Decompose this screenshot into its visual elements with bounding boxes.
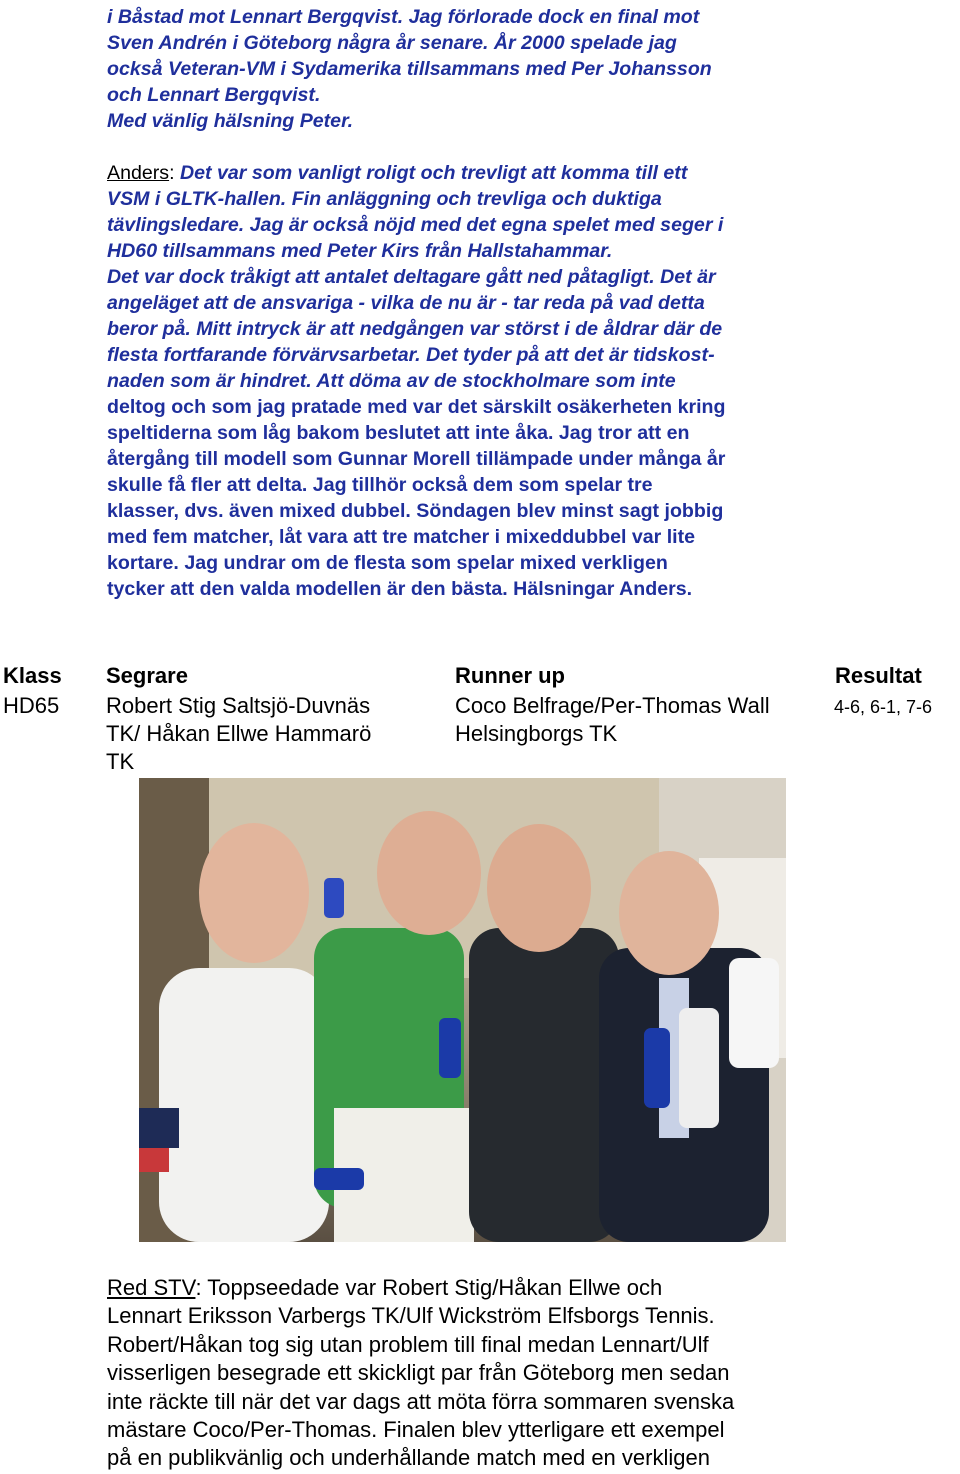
letter-line: i Båstad mot Lennart Bergqvist. Jag förlorade dock en final mot	[107, 6, 700, 28]
letter-line: flesta fortfarande förvärvsarbetar. Det tyder på att det är tidskost-	[107, 344, 715, 366]
letter-line: tycker att den valda modellen är den bästa. Hälsningar Anders.	[107, 578, 693, 600]
letter-line: Det var dock tråkigt att antalet deltagare gått ned påtagligt. Det är	[107, 266, 716, 288]
letter-line: beror på. Mitt intryck är att nedgången var störst i de åldrar där de	[107, 318, 723, 340]
letter-line: återgång till modell som Gunnar Morell tillämpade under många år	[107, 448, 726, 470]
letter-line: angeläget att de ansvariga - vilka de nu är - tar reda på vad detta	[107, 292, 705, 314]
cell-line: Coco Belfrage/Per-Thomas Wall	[455, 693, 770, 718]
letter-line: Sven Andrén i Göteborg några år senare. År 2000 spelade jag	[107, 32, 677, 54]
letter-line: VSM i GLTK-hallen. Fin anläggning och trevliga och duktiga	[107, 188, 662, 210]
letter-line: speltiderna som låg bakom beslutet att inte åka. Jag tror att en	[107, 422, 690, 444]
cell-line: TK/ Håkan Ellwe Hammarö	[106, 721, 372, 746]
letter-line: med fem matcher, låt vara att tre matcher i mixeddubbel var lite	[107, 526, 696, 548]
letter-anders	[107, 160, 837, 602]
header-klass: Klass	[3, 663, 62, 688]
letter-line: skulle få fler att delta. Jag tillhör också dem som spelar tre	[107, 474, 653, 496]
cell-line: Helsingborgs TK	[455, 721, 618, 746]
report-line: inte räckte till när det var dags att möta förra sommaren svenska	[107, 1388, 735, 1414]
match-report	[107, 1274, 847, 1473]
letter-line: Med vänlig hälsning Peter.	[107, 110, 354, 132]
letter-line: klasser, dvs. även mixed dubbel. Söndagen blev minst sagt jobbig	[107, 500, 724, 522]
header-runner-up: Runner up	[455, 663, 565, 688]
report-author: Red STV	[107, 1275, 196, 1300]
report-line: Lennart Eriksson Varbergs TK/Ulf Wickström Elfsborgs Tennis.	[107, 1303, 715, 1329]
author-name: Anders	[107, 162, 170, 184]
letter-line: kortare. Jag undrar om de flesta som spelar mixed verkligen	[107, 552, 668, 574]
letter-line: Det var som vanligt roligt och trevligt att komma till ett	[174, 162, 688, 184]
letter-line: naden som är hindret. Att döma av de stockholmare som inte	[107, 370, 676, 392]
letter-line: och Lennart Bergqvist.	[107, 84, 321, 106]
author-colon: :	[169, 162, 175, 184]
cell-resultat: 4-6, 6-1, 7-6	[834, 697, 933, 717]
letter-line: deltog och som jag pratade med var det särskilt osäkerheten kring	[107, 396, 726, 418]
letter-first-line	[107, 160, 837, 186]
letter-line: också Veteran-VM i Sydamerika tillsammans med Per Johansson	[107, 58, 712, 80]
cell-line: Robert Stig Saltsjö-Duvnäs	[106, 693, 371, 718]
report-first-line	[107, 1274, 847, 1302]
report-line: Robert/Håkan tog sig utan problem till final medan Lennart/Ulf	[107, 1331, 709, 1357]
report-line: på en publikvänlig och underhållande match med en verkligen	[107, 1445, 710, 1471]
team-photo	[139, 778, 786, 1242]
report-colon: :	[195, 1275, 202, 1300]
cell-segrare	[106, 692, 371, 776]
letter-line: HD60 tillsammans med Peter Kirs från Hallstahammar.	[107, 240, 613, 262]
header-resultat: Resultat	[835, 663, 922, 688]
cell-line: TK	[106, 749, 135, 774]
letter-peter	[107, 4, 837, 134]
report-line: mästare Coco/Per-Thomas. Finalen blev ytterligare ett exempel	[107, 1417, 725, 1443]
letter-line: tävlingsledare. Jag är också nöjd med det egna spelet med seger i	[107, 214, 724, 236]
cell-runner-up	[455, 692, 770, 748]
cell-klass: HD65	[3, 693, 60, 718]
report-line: visserligen besegrade ett skickligt par från Göteborg men sedan	[107, 1360, 730, 1386]
report-line: Toppseedade var Robert Stig/Håkan Ellwe och	[201, 1275, 663, 1300]
header-segrare: Segrare	[106, 663, 188, 688]
